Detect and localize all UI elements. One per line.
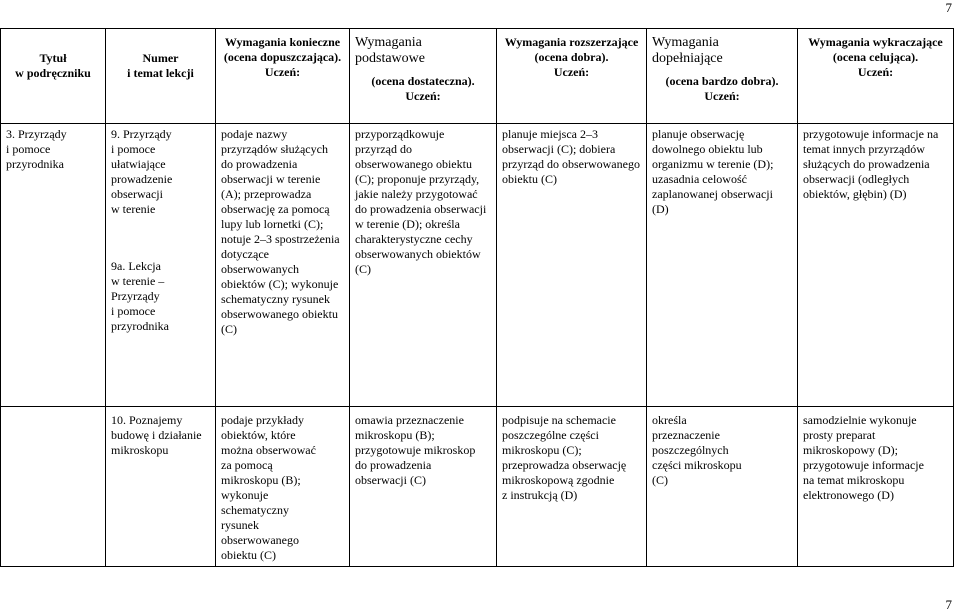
row2-rozszerzajace-cell bbox=[497, 407, 647, 567]
cell-text-line: obserwowanego obiektu bbox=[355, 157, 472, 171]
cell-text-line: prowadzenie bbox=[111, 172, 173, 186]
header-konieczne-title: Wymagania konieczne bbox=[224, 35, 341, 49]
cell-text-line: elektronowego (D) bbox=[803, 488, 894, 502]
cell-text-line: przygotowuje informacje bbox=[803, 458, 924, 472]
header-konieczne-uczen: Uczeń: bbox=[264, 65, 301, 79]
cell-text-line: można obserwować bbox=[221, 443, 316, 457]
cell-text-line: (C); proponuje przyrządy, bbox=[355, 172, 480, 186]
header-rozszerzajace-note: (ocena dobra). bbox=[534, 50, 609, 64]
cell-text-line: (D) bbox=[652, 202, 669, 216]
header-wykraczajace bbox=[798, 29, 954, 124]
header-dopelniajace-title-1: Wymagania bbox=[652, 35, 719, 50]
cell-text-line: organizmu w terenie (D); bbox=[652, 157, 774, 171]
cell-text-line: 9. Przyrządy bbox=[111, 127, 172, 141]
header-rozszerzajace bbox=[497, 29, 647, 124]
row2-lesson-cell bbox=[106, 407, 216, 567]
cell-text-line: przyrodnika bbox=[6, 157, 64, 171]
header-wykraczajace-note: (ocena celująca). bbox=[832, 50, 919, 64]
cell-text-line: ułatwiające bbox=[111, 157, 166, 171]
header-rozszerzajace-title: Wymagania rozszerzające bbox=[504, 35, 639, 49]
cell-text-line: wykonuje bbox=[221, 488, 269, 502]
cell-text-line: Przyrządy bbox=[111, 289, 160, 303]
cell-text-line: (C) bbox=[355, 262, 371, 276]
cell-text-line: notuje 2–3 spostrzeżenia bbox=[221, 232, 340, 246]
cell-text-line: dotyczące bbox=[221, 247, 269, 261]
cell-text-line: przyrodnika bbox=[111, 319, 169, 333]
cell-text-line: schematyczny bbox=[221, 503, 289, 517]
cell-text-line: obserwacji bbox=[111, 187, 163, 201]
row2-wykraczajace-cell bbox=[798, 407, 954, 567]
cell-text-line: obserwowanego bbox=[221, 533, 299, 547]
cell-text-line: podaje nazwy bbox=[221, 127, 288, 141]
row2-podstawowe-cell bbox=[350, 407, 497, 567]
header-podstawowe-uczen: Uczeń: bbox=[405, 89, 441, 103]
row2-title-cell bbox=[1, 407, 106, 567]
cell-text-line: i pomoce bbox=[6, 142, 51, 156]
header-dopelniajace-note: (ocena bardzo dobra). bbox=[665, 74, 779, 88]
header-row bbox=[1, 29, 954, 124]
table-row bbox=[1, 124, 954, 407]
cell-text-line: temat innych przyrządów bbox=[803, 142, 925, 156]
cell-text-line: na temat mikroskopu bbox=[803, 473, 905, 487]
row1-wykraczajace-cell bbox=[798, 124, 954, 407]
cell-text-line: obserwację za pomocą bbox=[221, 202, 330, 216]
cell-text-line: obserwacji (C); dobiera bbox=[502, 142, 616, 156]
row1-podstawowe-cell bbox=[350, 124, 497, 407]
header-rozszerzajace-uczen: Uczeń: bbox=[553, 65, 590, 79]
header-konieczne-note: (ocena dopuszczająca). bbox=[223, 50, 342, 64]
header-lesson-line-2: i temat lekcji bbox=[127, 66, 194, 80]
row1-lesson-cell bbox=[106, 124, 216, 407]
row1-rozszerzajace-cell bbox=[497, 124, 647, 407]
cell-text-line: obserwacji (C) bbox=[355, 473, 426, 487]
cell-text-line: obiektów, które bbox=[221, 428, 296, 442]
cell-text-line: 9a. Lekcja bbox=[111, 259, 161, 273]
cell-text-line: (C) bbox=[221, 322, 237, 336]
cell-text-line: mikroskopową zgodnie bbox=[502, 473, 615, 487]
row1-konieczne-cell bbox=[216, 124, 350, 407]
cell-text-line: rysunek bbox=[221, 518, 259, 532]
cell-text-line: i pomoce bbox=[111, 304, 156, 318]
cell-text-line: obserwacji (odległych bbox=[803, 172, 910, 186]
cell-text-line: jakie należy przygotować bbox=[355, 187, 478, 201]
cell-text-line: do prowadzenia obserwacji bbox=[355, 202, 487, 216]
cell-text-line: i pomoce bbox=[111, 142, 156, 156]
row2-konieczne-cell bbox=[216, 407, 350, 567]
header-lesson bbox=[106, 29, 216, 124]
cell-text-line: dowolnego obiektu lub bbox=[652, 142, 763, 156]
cell-text-line: prosty preparat bbox=[803, 428, 876, 442]
header-dopelniajace-uczen: Uczeń: bbox=[704, 89, 740, 103]
table-row bbox=[1, 407, 954, 567]
cell-text-line: planuje obserwację bbox=[652, 127, 745, 141]
cell-text-line: poszczególnych bbox=[652, 443, 729, 457]
cell-text-line: podpisuje na schemacie bbox=[502, 413, 616, 427]
row1-lesson-b bbox=[111, 259, 210, 334]
cell-text-line: obiektu (C) bbox=[502, 172, 557, 186]
header-dopelniajace bbox=[647, 29, 798, 124]
cell-text-line: 10. Poznajemy bbox=[111, 413, 183, 427]
cell-text-line: mikroskopu (B); bbox=[221, 473, 301, 487]
cell-text-line: podaje przykłady bbox=[221, 413, 304, 427]
header-wykraczajace-uczen: Uczeń: bbox=[857, 65, 894, 79]
cell-text-line: w terenie (D); określa bbox=[355, 217, 460, 231]
cell-text-line: (A); przeprowadza bbox=[221, 187, 312, 201]
header-title-line-2: w podręczniku bbox=[15, 66, 91, 80]
row1-title-cell bbox=[1, 124, 106, 407]
cell-text-line: obserwowanego obiektu bbox=[221, 307, 338, 321]
cell-text-line: zaplanowanej obserwacji bbox=[652, 187, 773, 201]
cell-text-line: obserwowanych bbox=[221, 262, 299, 276]
cell-text-line: przeznaczenie bbox=[652, 428, 720, 442]
cell-text-line: w terenie – bbox=[111, 274, 165, 288]
cell-text-line: przyrządów służących bbox=[221, 142, 328, 156]
cell-text-line: (C) bbox=[652, 473, 668, 487]
row2-dopelniajace-cell bbox=[647, 407, 798, 567]
cell-text-line: przyrząd do bbox=[355, 142, 412, 156]
header-podstawowe-note: (ocena dostateczna). bbox=[371, 74, 475, 88]
cell-text-line: mikroskopu (C); bbox=[502, 443, 582, 457]
page-number-top: 7 bbox=[945, 0, 952, 15]
cell-text-line: samodzielnie wykonuje bbox=[803, 413, 917, 427]
cell-text-line: części mikroskopu bbox=[652, 458, 742, 472]
cell-text-line: do prowadzenia bbox=[221, 157, 298, 171]
cell-text-line: charakterystyczne cechy bbox=[355, 232, 473, 246]
cell-text-line: mikroskopu bbox=[111, 443, 169, 457]
header-title-line-1: Tytuł bbox=[39, 51, 67, 65]
cell-text-line: mikroskopu (B); bbox=[355, 428, 435, 442]
cell-text-line: określa bbox=[652, 413, 687, 427]
cell-text-line: obserwowanych obiektów bbox=[355, 247, 481, 261]
cell-text-line: schematyczny rysunek bbox=[221, 292, 330, 306]
cell-text-line: w terenie bbox=[111, 202, 156, 216]
cell-text-line: obiektów (C); wykonuje bbox=[221, 277, 339, 291]
cell-text-line: uzasadnia celowość bbox=[652, 172, 747, 186]
cell-text-line: omawia przeznaczenie bbox=[355, 413, 464, 427]
header-podstawowe bbox=[350, 29, 497, 124]
page-number-bottom: 7 bbox=[945, 597, 952, 612]
cell-text-line: planuje miejsca 2–3 bbox=[502, 127, 598, 141]
header-podstawowe-title-2: podstawowe bbox=[355, 51, 425, 66]
cell-text-line: przeprowadza obserwację bbox=[502, 458, 627, 472]
cell-text-line: mikroskopowy (D); bbox=[803, 443, 898, 457]
cell-text-line: lupy lub lornetki (C); bbox=[221, 217, 324, 231]
header-title bbox=[1, 29, 106, 124]
cell-text-line: przyporządkowuje bbox=[355, 127, 445, 141]
row1-lesson-a bbox=[111, 127, 210, 217]
cell-text-line: poszczególne części bbox=[502, 428, 599, 442]
header-lesson-line-1: Numer bbox=[142, 51, 179, 65]
header-wykraczajace-title: Wymagania wykraczające bbox=[808, 35, 943, 49]
cell-text-line: przygotowuje informacje na bbox=[803, 127, 939, 141]
cell-text-line: za pomocą bbox=[221, 458, 273, 472]
cell-text-line: budowę i działanie bbox=[111, 428, 202, 442]
row1-dopelniajace-cell bbox=[647, 124, 798, 407]
header-konieczne bbox=[216, 29, 350, 124]
header-podstawowe-title-1: Wymagania bbox=[355, 35, 422, 50]
cell-text-line: z instrukcją (D) bbox=[502, 488, 578, 502]
cell-text-line: obiektu (C) bbox=[221, 548, 276, 562]
cell-text-line: obiektów, głębin) (D) bbox=[803, 187, 907, 201]
cell-text-line: do prowadzenia bbox=[355, 458, 432, 472]
requirements-table bbox=[0, 28, 954, 567]
cell-text-line: obserwacji w terenie bbox=[221, 172, 321, 186]
cell-text-line: 3. Przyrządy bbox=[6, 127, 67, 141]
header-dopelniajace-title-2: dopełniające bbox=[652, 51, 723, 66]
cell-text-line: przyrząd do obserwowanego bbox=[502, 157, 640, 171]
cell-text-line: służących do prowadzenia bbox=[803, 157, 930, 171]
cell-text-line: przygotowuje mikroskop bbox=[355, 443, 476, 457]
